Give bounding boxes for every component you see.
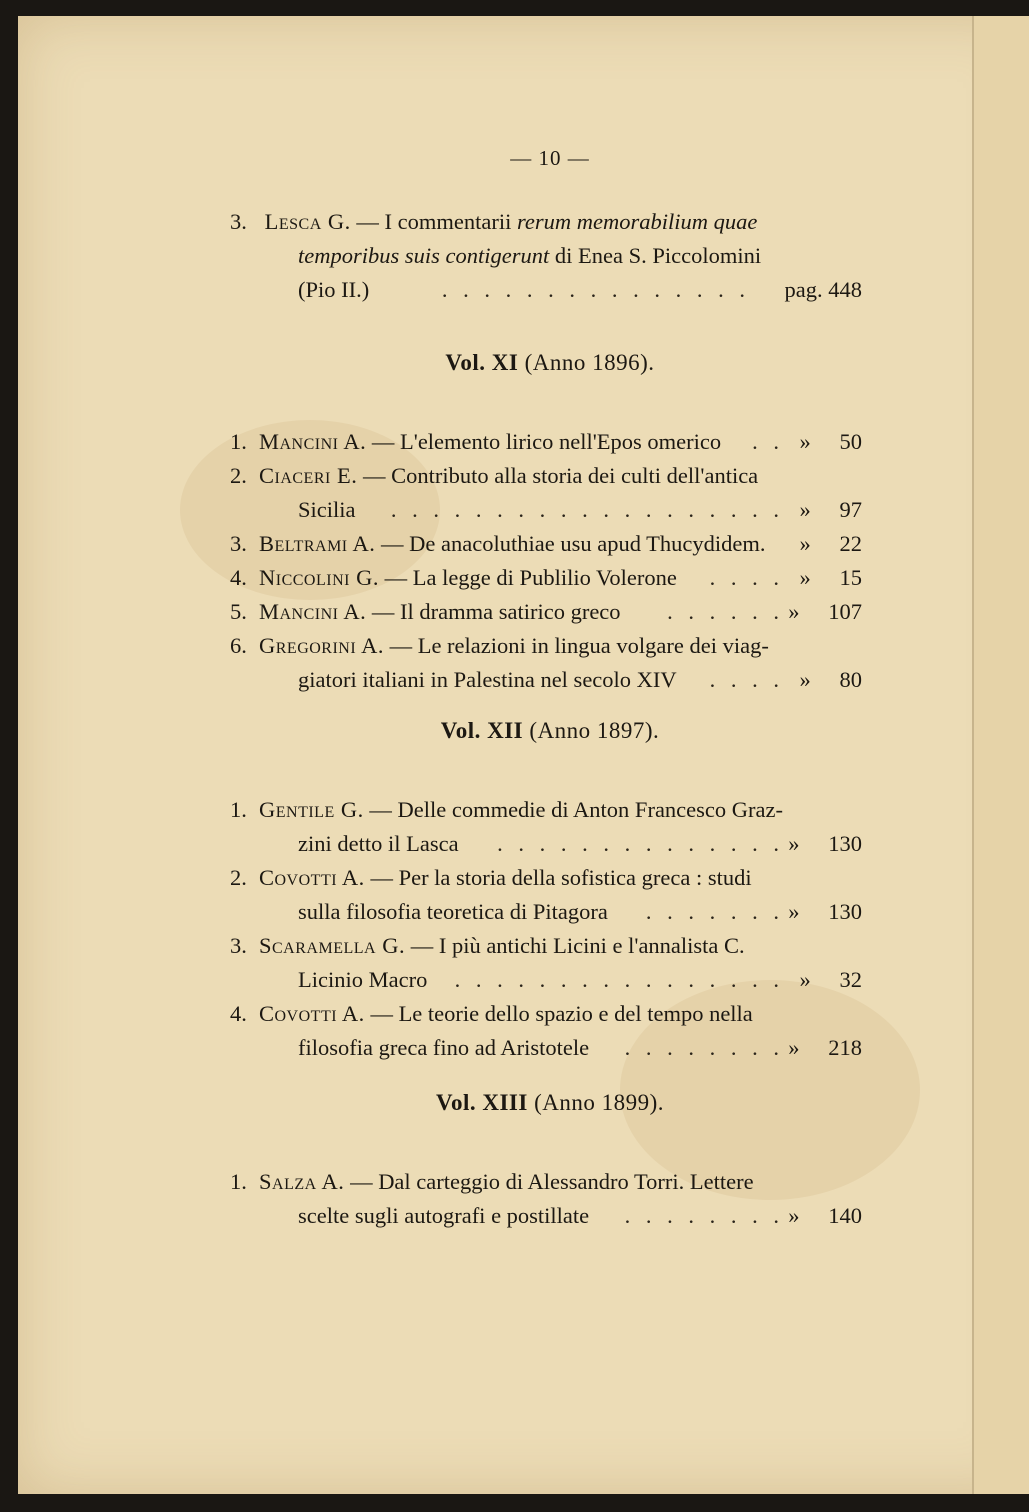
ditto-mark: » bbox=[788, 899, 800, 924]
entry-page-ref bbox=[772, 527, 862, 561]
entry-author: Gentile G. bbox=[259, 797, 364, 822]
volume-year: (Anno 1896). bbox=[524, 350, 655, 375]
entry-title: — De anacoluthiae usu apud Thucydidem. bbox=[381, 531, 766, 556]
leader-dots: . . . . . . . . . . . . . . . bbox=[441, 277, 750, 302]
entry-line bbox=[230, 459, 862, 493]
entry-line bbox=[230, 425, 862, 459]
ditto-mark: » bbox=[799, 667, 811, 692]
entry-page-ref bbox=[772, 963, 862, 997]
page-value: 448 bbox=[828, 277, 862, 302]
entry-number: 3. bbox=[230, 531, 247, 556]
entry-page-ref bbox=[752, 273, 862, 307]
entry-title: — Per la storia della sofistica greca : studi bbox=[370, 865, 752, 890]
ditto-mark: » bbox=[799, 497, 811, 522]
ditto-mark: » bbox=[788, 599, 800, 624]
volume-number: Vol. XII bbox=[440, 718, 524, 743]
entry-page-ref bbox=[772, 663, 862, 697]
entry-title: scelte sugli autografi e postillate bbox=[298, 1203, 590, 1228]
entry-number: 5. bbox=[230, 599, 247, 624]
entry-line bbox=[298, 827, 862, 861]
entry-author: Lesca G. bbox=[264, 209, 351, 234]
entry-number: 4. bbox=[230, 1001, 247, 1026]
entry-page-ref bbox=[772, 595, 862, 629]
entry-number: 3. bbox=[230, 209, 247, 234]
ditto-mark: » bbox=[788, 1035, 800, 1060]
entry-author: Niccolini G. bbox=[259, 565, 379, 590]
ditto-mark: » bbox=[788, 1203, 800, 1228]
volume-number: Vol. XIII bbox=[435, 1090, 528, 1115]
volume-heading bbox=[300, 718, 800, 744]
entry-author: Scaramella G. bbox=[259, 933, 406, 958]
ditto-mark: » bbox=[799, 967, 811, 992]
entry-author: Beltrami A. bbox=[259, 531, 376, 556]
leader-dots: . . . . . . . . bbox=[624, 1203, 784, 1228]
leader-dots: . . . . . . bbox=[667, 599, 784, 624]
entry-page-ref bbox=[772, 493, 862, 527]
page-value: 130 bbox=[828, 831, 862, 856]
entry-author: Mancini A. bbox=[259, 429, 367, 454]
page-value: 130 bbox=[828, 899, 862, 924]
ditto-mark: » bbox=[799, 429, 811, 454]
leader-dots: . . . . bbox=[709, 565, 784, 590]
entry-title: filosofia greca fino ad Aristotele bbox=[298, 1035, 590, 1060]
entry-line bbox=[230, 929, 862, 963]
entry-number: 4. bbox=[230, 565, 247, 590]
entry-line bbox=[230, 793, 862, 827]
entry-line bbox=[230, 1165, 862, 1199]
entry-line bbox=[298, 895, 862, 929]
entry-title: di Enea S. Piccolomini bbox=[549, 243, 762, 268]
entry-page-ref bbox=[772, 1031, 862, 1065]
entry-number: 1. bbox=[230, 1169, 247, 1194]
entry-title: — Le teorie dello spazio e del tempo nella bbox=[370, 1001, 753, 1026]
entry-author: Salza A. bbox=[259, 1169, 345, 1194]
volume-number: Vol. XI bbox=[445, 350, 519, 375]
page-value: 15 bbox=[839, 565, 862, 590]
entry-line bbox=[298, 963, 862, 997]
entry-line bbox=[298, 239, 862, 273]
entry-line bbox=[230, 527, 862, 561]
entry-author: Covotti A. bbox=[259, 865, 365, 890]
leader-dots: . . . . . . . . . . . . . . bbox=[497, 831, 784, 856]
entry-page-ref bbox=[772, 827, 862, 861]
entry-line bbox=[230, 629, 862, 663]
entry-line bbox=[230, 861, 862, 895]
entry-line bbox=[298, 663, 862, 697]
leader-dots: . . . . . . . . bbox=[624, 1035, 784, 1060]
entry-page-ref bbox=[772, 895, 862, 929]
ditto-mark: » bbox=[788, 831, 800, 856]
volume-heading bbox=[300, 350, 800, 376]
entry-title-italic: temporibus suis contigerunt bbox=[298, 243, 550, 268]
entry-title: zini detto il Lasca bbox=[298, 831, 459, 856]
entry-title: — La legge di Publilio Volerone bbox=[384, 565, 677, 590]
page-number: — 10 — bbox=[510, 146, 590, 170]
entry-line bbox=[230, 561, 862, 595]
page-value: 218 bbox=[828, 1035, 862, 1060]
volume-year: (Anno 1897). bbox=[529, 718, 660, 743]
leader-dots: . . . . . . . bbox=[645, 899, 784, 924]
page-value: 22 bbox=[839, 531, 862, 556]
entry-line bbox=[298, 1031, 862, 1065]
leader-dots: . . . . . . . . . . . . . . . . bbox=[454, 967, 784, 992]
entry-line bbox=[230, 997, 862, 1031]
entry-title-italic: rerum memorabilium quae bbox=[516, 209, 758, 234]
page-value: 140 bbox=[828, 1203, 862, 1228]
entry-author: Mancini A. bbox=[259, 599, 367, 624]
volume-heading bbox=[300, 1090, 800, 1116]
page-value: 32 bbox=[839, 967, 862, 992]
entry-number: 2. bbox=[230, 463, 247, 488]
entry-line bbox=[230, 205, 862, 239]
entry-line bbox=[230, 595, 862, 629]
entry-title: — L'elemento lirico nell'Epos omerico bbox=[371, 429, 722, 454]
ditto-mark: » bbox=[799, 531, 811, 556]
volume-year: (Anno 1899). bbox=[534, 1090, 665, 1115]
entry-title: — Il dramma satirico greco bbox=[371, 599, 621, 624]
entry-title: (Pio II.) bbox=[298, 277, 370, 302]
leader-dots: . . . . bbox=[709, 667, 784, 692]
ditto-mark: » bbox=[799, 565, 811, 590]
entry-number: 3. bbox=[230, 933, 247, 958]
entry-author: Covotti A. bbox=[259, 1001, 365, 1026]
entry-number: 2. bbox=[230, 865, 247, 890]
entry-number: 6. bbox=[230, 633, 247, 658]
entry-page-ref bbox=[772, 425, 862, 459]
entry-line bbox=[298, 493, 862, 527]
page-value: 97 bbox=[839, 497, 862, 522]
entry-line bbox=[298, 273, 862, 307]
page-value: 80 bbox=[839, 667, 862, 692]
entry-title: sulla filosofia teoretica di Pitagora bbox=[298, 899, 608, 924]
entry-title: Licinio Macro bbox=[298, 967, 428, 992]
entry-page-ref bbox=[772, 561, 862, 595]
entry-author: Ciaceri E. bbox=[259, 463, 358, 488]
page-value: 107 bbox=[828, 599, 862, 624]
entry-title: — I commentarii bbox=[356, 209, 517, 234]
entry-title: — Le relazioni in lingua volgare dei viag- bbox=[389, 633, 769, 658]
leader-dots: . . bbox=[752, 429, 784, 454]
entry-title: — I più antichi Licini e l'annalista C. bbox=[410, 933, 745, 958]
leader-dots: . . . . . . . . . . . . . . . . . . . bbox=[390, 497, 784, 522]
entry-title: giatori italiani in Palestina nel secolo XIV bbox=[298, 667, 677, 692]
entry-number: 1. bbox=[230, 797, 247, 822]
entry-title: — Delle commedie di Anton Francesco Graz- bbox=[369, 797, 783, 822]
entry-number: 1. bbox=[230, 429, 247, 454]
page-value: 50 bbox=[839, 429, 862, 454]
entry-page-ref bbox=[772, 1199, 862, 1233]
entry-author: Gregorini A. bbox=[259, 633, 384, 658]
pag-label: pag. bbox=[784, 277, 823, 302]
entry-line bbox=[298, 1199, 862, 1233]
entry-title: — Dal carteggio di Alessandro Torri. Lettere bbox=[350, 1169, 754, 1194]
entry-title: Sicilia bbox=[298, 497, 356, 522]
entry-title: — Contributo alla storia dei culti dell'antica bbox=[362, 463, 759, 488]
